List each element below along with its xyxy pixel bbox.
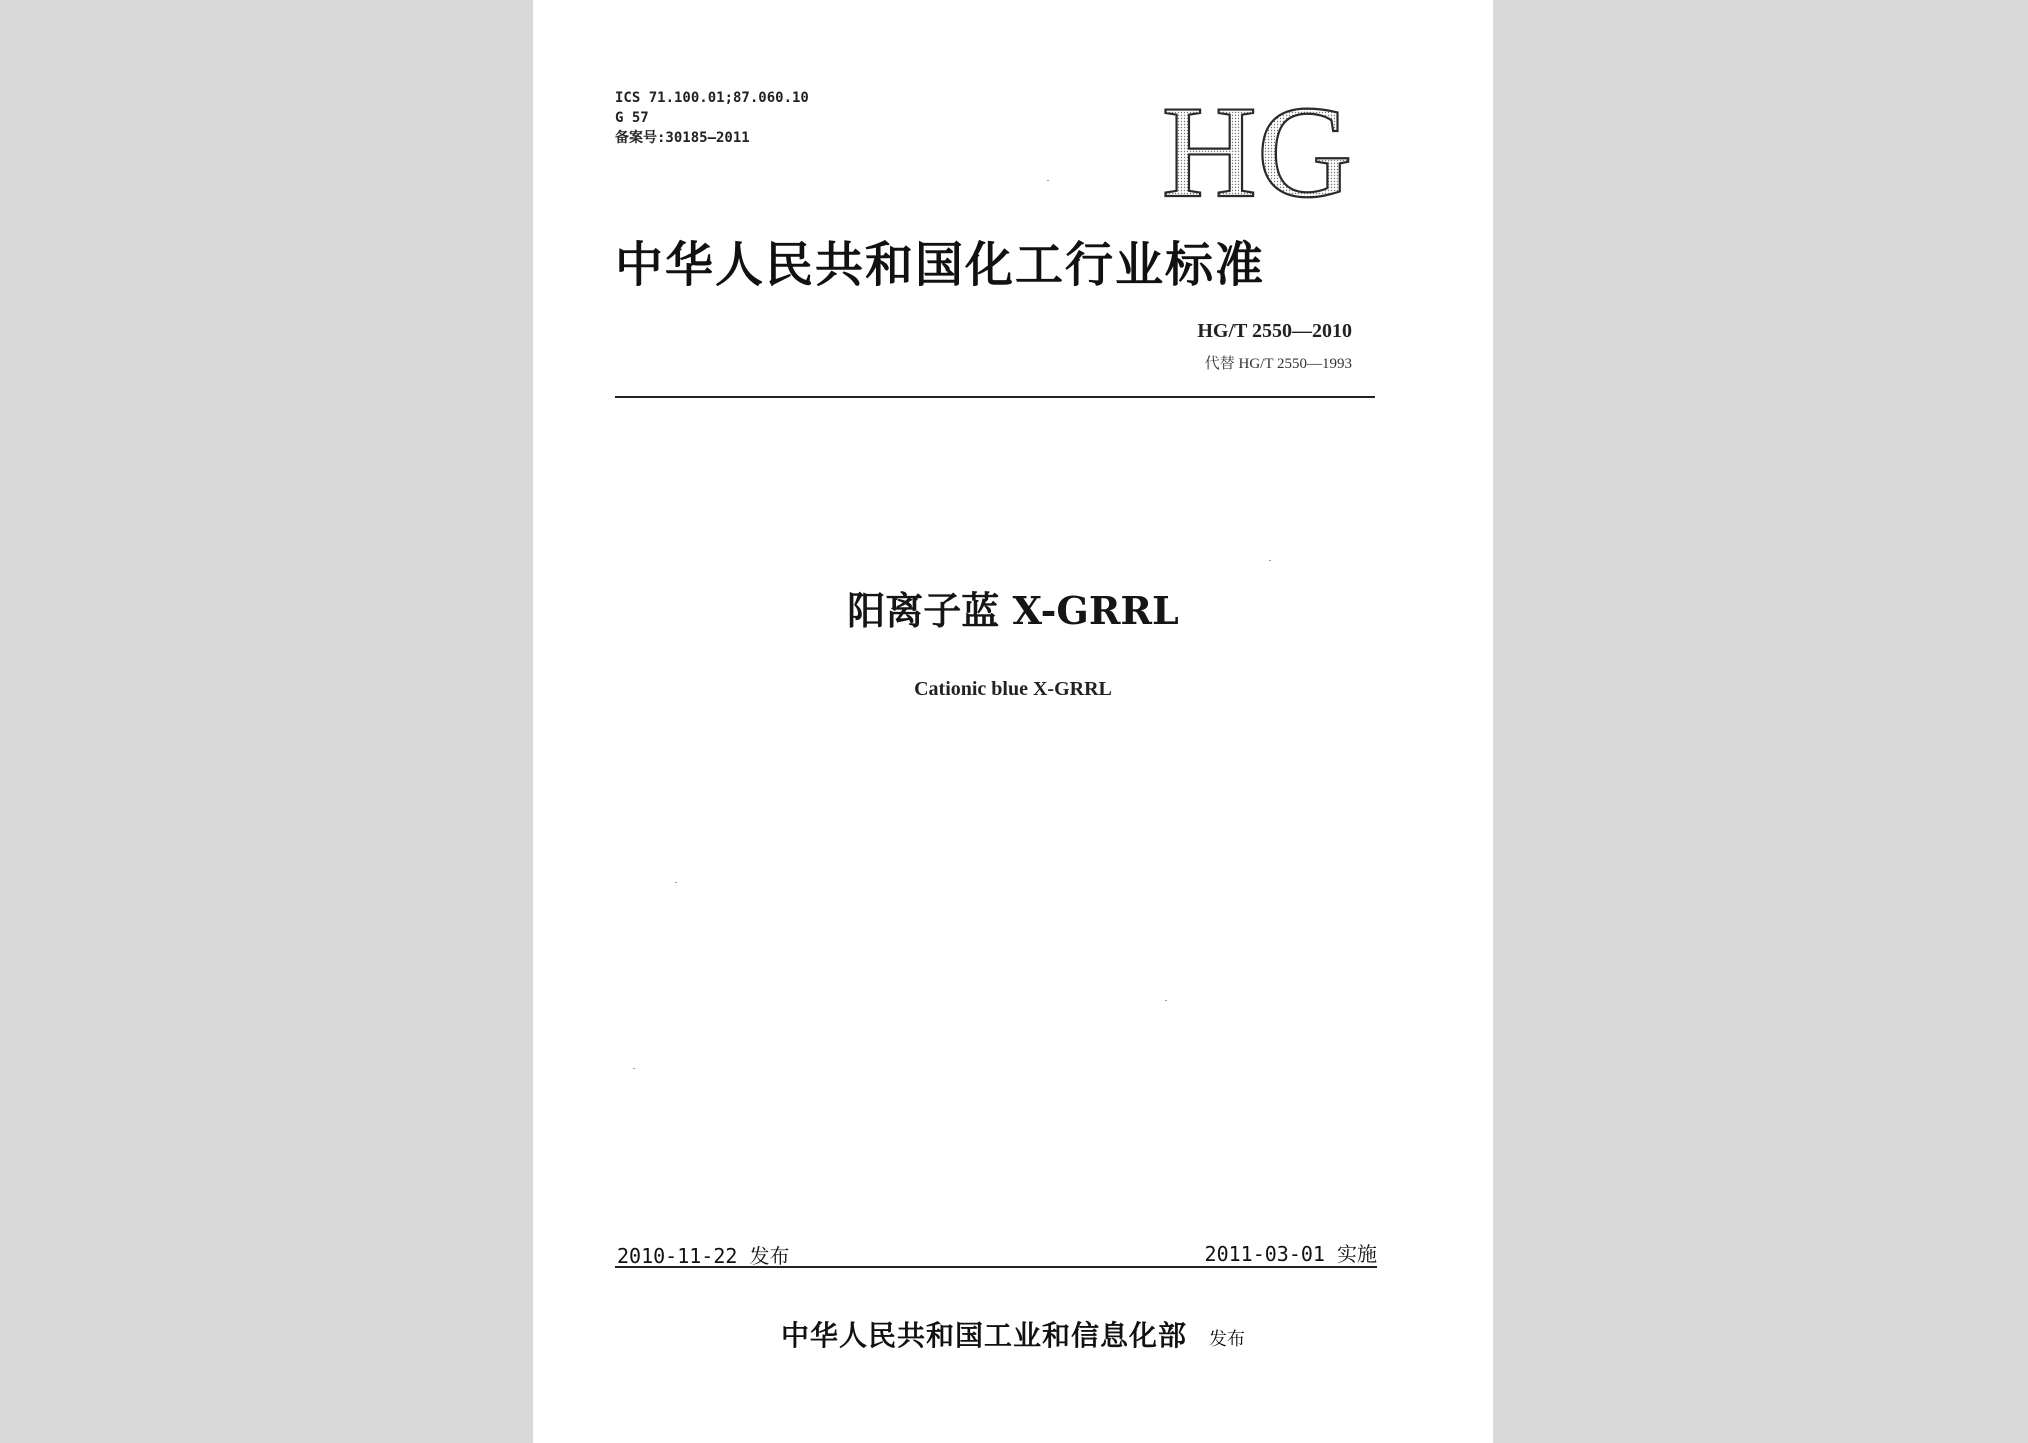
ics-code: ICS 71.100.01;87.060.10 bbox=[615, 90, 809, 106]
publisher-organization: 中华人民共和国工业和信息化部 bbox=[780, 1319, 1187, 1352]
scan-speck bbox=[1047, 180, 1049, 181]
ccs-code: G 57 bbox=[615, 110, 649, 126]
header-divider bbox=[615, 396, 1375, 398]
product-name-english: Cationic blue X-GRRL bbox=[914, 678, 1112, 700]
scan-speck bbox=[1165, 1000, 1167, 1001]
scan-speck bbox=[675, 882, 677, 883]
filing-number: 备案号:30185—2011 bbox=[615, 130, 750, 146]
publisher-line bbox=[533, 1314, 1493, 1354]
publisher-action: 发布 bbox=[1209, 1329, 1245, 1350]
issue-date: 2010-11-22 发布 bbox=[617, 1244, 790, 1268]
replaced-standard: 代替 HG/T 2550—1993 bbox=[1204, 356, 1352, 372]
classification-codes bbox=[615, 88, 809, 148]
standard-number: HG/T 2550—2010 bbox=[1197, 320, 1352, 342]
scan-speck bbox=[633, 1068, 635, 1069]
standard-category-title: 中华人民共和国化工行业标准 bbox=[615, 237, 1266, 293]
scan-speck bbox=[1269, 560, 1271, 561]
hg-logo bbox=[1147, 78, 1367, 218]
hg-logo-text: HG bbox=[1161, 78, 1353, 218]
document-page bbox=[533, 0, 1493, 1443]
product-name-chinese: 阳离子蓝 X-GRRL bbox=[847, 588, 1179, 633]
implementation-date: 2011-03-01 实施 bbox=[1204, 1242, 1377, 1266]
footer-divider bbox=[615, 1266, 1377, 1268]
